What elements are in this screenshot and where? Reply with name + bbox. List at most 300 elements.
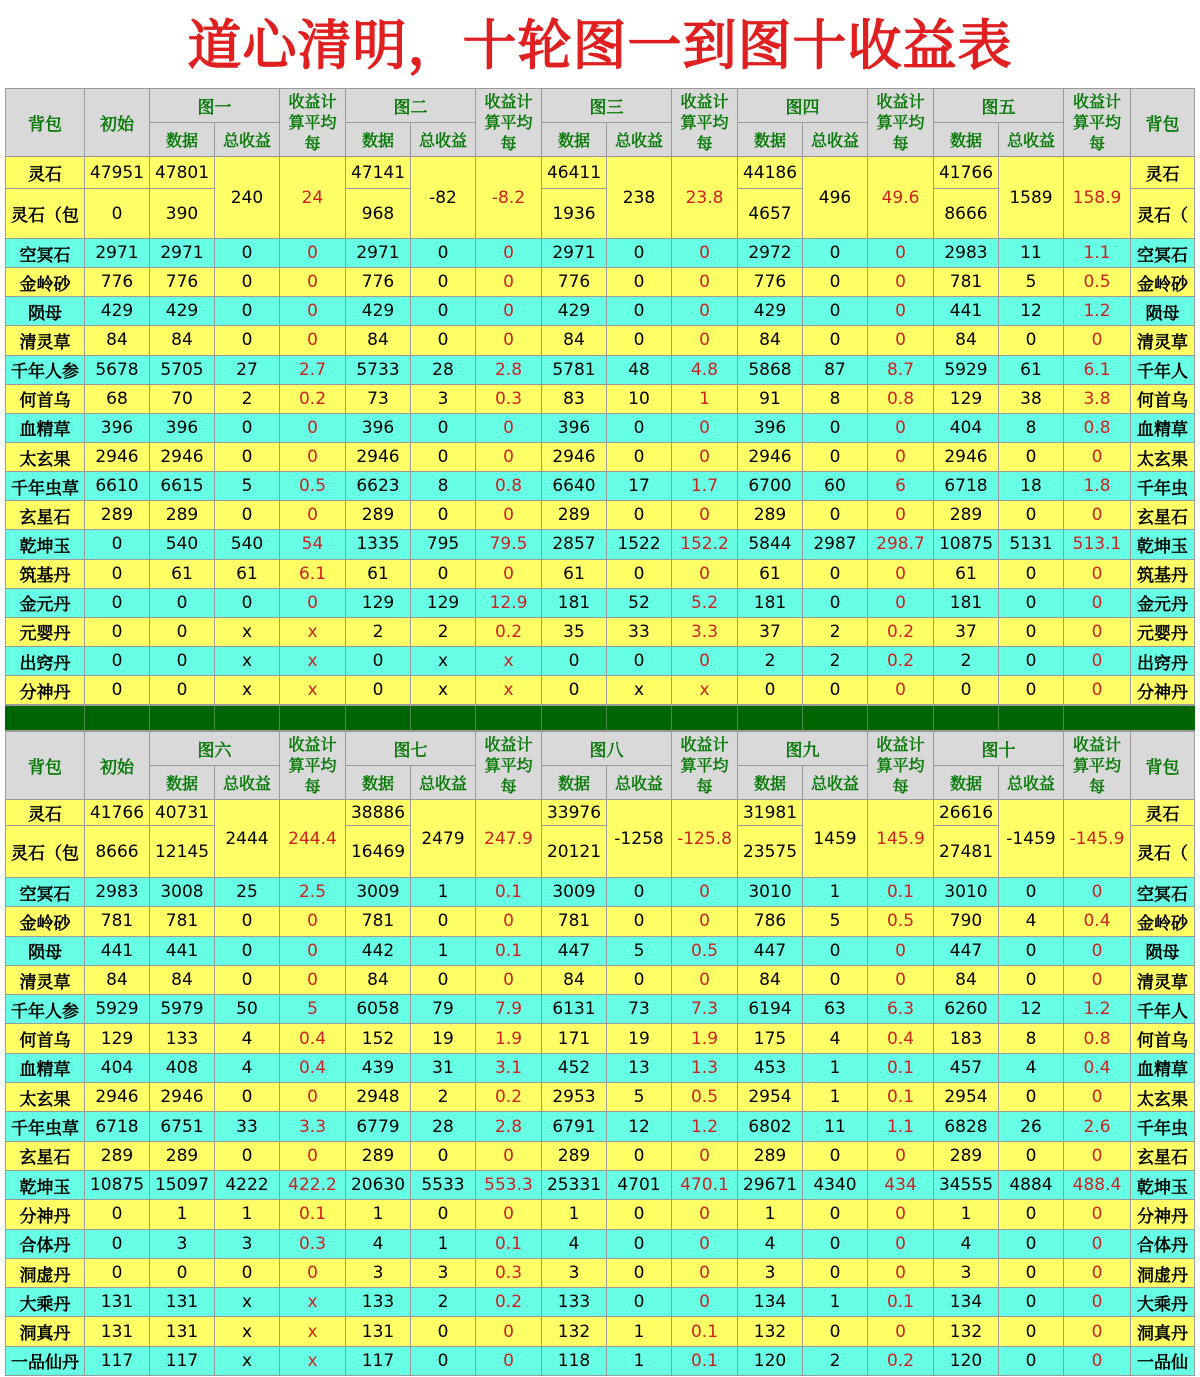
row-label: 陨母 [6,297,85,326]
map-data-value: 133 [542,1288,607,1317]
map-total-value: 4 [999,1053,1064,1082]
row-label: 洞真丹 [6,1317,85,1346]
map-total-value: 0 [607,326,672,355]
map-data-value: 171 [542,1024,607,1053]
map-data-value: 6615 [150,472,215,501]
map-total-value: 11 [803,1112,868,1141]
map-total-value: 5533 [411,1170,476,1199]
initial-value: 2946 [85,1083,150,1112]
map-total-value: -1459 [999,800,1064,878]
initial-value: 131 [85,1288,150,1317]
map-average-value: 0 [280,1083,346,1112]
map-total-value: 0 [999,1317,1064,1346]
row-label: 出窍丹 [6,646,85,675]
separator-grid-line [998,706,999,730]
map-average-value: 0 [868,1141,934,1170]
map-data-value: 289 [542,501,607,530]
map-data-value: 84 [542,965,607,994]
row-label-right: 陨母 [1131,297,1195,326]
map-data-value: 129 [934,384,999,413]
average-header-line: 收益计 [288,735,337,754]
map-average-value: 0.8 [1064,1024,1131,1053]
map-total-value: 0 [607,239,672,268]
map-data-value: 2 [346,617,411,646]
table-row [6,907,1195,936]
table-row [6,965,1195,994]
map-total-value: 0 [607,1229,672,1258]
map-average-value: 0.1 [868,1053,934,1082]
map-data-value: 129 [346,588,411,617]
map-data-value: 396 [738,413,803,442]
map-data-value: 781 [150,907,215,936]
map-data-value: 6828 [934,1112,999,1141]
initial-value: 2946 [85,442,150,471]
map-average-value: 0 [672,239,738,268]
row-label: 灵石（包 [6,189,85,239]
column-header-bag: 背包 [6,89,85,157]
map-total-value: 0 [411,297,476,326]
row-label: 千年虫草 [6,1112,85,1141]
column-header-initial: 初始 [85,732,150,800]
map-data-value: 429 [738,297,803,326]
map-data-value: 2 [934,646,999,675]
map-data-value: 2 [738,646,803,675]
map-total-value: 12 [999,995,1064,1024]
map-average-value: 1.2 [672,1112,738,1141]
map-total-value: 1 [215,1200,280,1229]
income-table-maps-6-10 [5,731,1195,1376]
map-total-value: 0 [999,878,1064,907]
map-total-value: 0 [411,268,476,297]
map-data-value: 3009 [542,878,607,907]
map-total-value: 240 [215,157,280,239]
map-data-value: 289 [346,501,411,530]
map-total-value: 1 [411,936,476,965]
map-average-value: 0 [868,676,934,705]
map-data-value: 2946 [150,442,215,471]
map-average-value: 0 [280,965,346,994]
row-label: 金岭砂 [6,907,85,936]
map-average-value: 0 [280,907,346,936]
column-header-average [476,89,542,157]
row-label-right: 洞真丹 [1131,1317,1195,1346]
map-data-value: 5781 [542,355,607,384]
separator-grid-line [933,706,934,730]
map-data-value: 5868 [738,355,803,384]
map-total-value: 87 [803,355,868,384]
map-total-value: 8 [411,472,476,501]
initial-value: 8666 [85,826,150,878]
map-data-value: 5705 [150,355,215,384]
map-data-value: 0 [150,1258,215,1287]
map-total-value: x [215,676,280,705]
row-label: 清灵草 [6,326,85,355]
map-data-value: 5733 [346,355,411,384]
map-average-value: 0 [868,297,934,326]
page-title: 道心清明，十轮图一到图十收益表 [187,14,1013,77]
column-header-map: 图八 [542,732,672,766]
map-average-value: x [476,676,542,705]
map-average-value: 0 [280,442,346,471]
column-header-data: 数据 [542,766,607,800]
map-average-value: 0 [868,239,934,268]
average-header-line: 收益计 [680,735,729,754]
map-total-value: 63 [803,995,868,1024]
map-total-value: 4701 [607,1170,672,1199]
initial-value: 5929 [85,995,150,1024]
map-data-value: 23575 [738,826,803,878]
map-average-value: 1.1 [868,1112,934,1141]
map-average-value: 6 [868,472,934,501]
map-data-value: 132 [934,1317,999,1346]
map-total-value: x [607,676,672,705]
map-total-value: 0 [411,413,476,442]
map-data-value: 84 [738,965,803,994]
map-data-value: 84 [934,965,999,994]
table-row [6,501,1195,530]
row-label: 金岭砂 [6,268,85,297]
map-total-value: 5 [607,1083,672,1112]
map-data-value: 289 [542,1141,607,1170]
map-average-value: 0 [476,413,542,442]
separator-grid-line [541,706,542,730]
map-average-value: x [476,646,542,675]
column-header-average [1064,89,1131,157]
map-total-value: 0 [607,297,672,326]
map-average-value: 0 [672,646,738,675]
row-label-right: 出窍丹 [1131,646,1195,675]
table-row [6,1024,1195,1053]
map-total-value: 26 [999,1112,1064,1141]
row-label: 乾坤玉 [6,530,85,559]
map-data-value: 175 [738,1024,803,1053]
map-average-value: 0.4 [1064,907,1131,936]
average-header-line: 算平均 [1072,756,1121,775]
row-label-right: 千年虫 [1131,1112,1195,1141]
map-total-value: 0 [411,442,476,471]
row-label-right: 空冥石 [1131,878,1195,907]
map-total-value: 0 [803,1229,868,1258]
map-total-value: 0 [999,1288,1064,1317]
map-total-value: 0 [607,501,672,530]
map-data-value: 396 [150,413,215,442]
table-row [6,1258,1195,1287]
column-header-map: 图四 [738,89,868,123]
map-data-value: 2946 [738,442,803,471]
map-data-value: 117 [150,1346,215,1375]
separator-grid-line [867,706,868,730]
row-label: 何首乌 [6,384,85,413]
row-label-right: 何首乌 [1131,1024,1195,1053]
map-average-value: 0.2 [868,646,934,675]
map-total-value: 1 [607,1346,672,1375]
map-data-value: 133 [346,1288,411,1317]
map-average-value: 0.1 [476,878,542,907]
map-data-value: 6779 [346,1112,411,1141]
map-data-value: 132 [738,1317,803,1346]
map-total-value: 0 [411,907,476,936]
column-header-data: 数据 [934,123,999,157]
map-data-value: 2971 [346,239,411,268]
row-label-right: 分神丹 [1131,676,1195,705]
map-total-value: 0 [999,646,1064,675]
initial-value: 6610 [85,472,150,501]
map-data-value: 404 [934,413,999,442]
map-total-value: 0 [803,413,868,442]
map-data-value: 84 [542,326,607,355]
map-data-value: 84 [150,326,215,355]
map-total-value: 0 [215,1083,280,1112]
map-total-value: 4 [215,1024,280,1053]
map-data-value: 16469 [346,826,411,878]
map-average-value: 0 [1064,1141,1131,1170]
map-average-value: 0 [868,326,934,355]
map-total-value: 1 [411,1229,476,1258]
map-data-value: 457 [934,1053,999,1082]
average-header-line: 算平均 [1072,113,1121,132]
table-row [6,617,1195,646]
map-total-value: 0 [411,1317,476,1346]
map-data-value: 6194 [738,995,803,1024]
separator-grid-line [1063,706,1064,730]
map-data-value: 183 [934,1024,999,1053]
map-average-value: 4.8 [672,355,738,384]
initial-value: 68 [85,384,150,413]
map-average-value: 0 [868,1229,934,1258]
map-average-value: 0 [1064,878,1131,907]
map-total-value: 0 [803,559,868,588]
map-data-value: 38886 [346,800,411,826]
average-header-line: 算平均 [288,113,337,132]
map-data-value: 3009 [346,878,411,907]
map-average-value: 0 [1064,1200,1131,1229]
map-total-value: 0 [803,936,868,965]
initial-value: 117 [85,1346,150,1375]
map-total-value: 129 [411,588,476,617]
row-label: 元婴丹 [6,617,85,646]
map-data-value: 289 [150,1141,215,1170]
map-average-value: 0 [868,1258,934,1287]
map-average-value: x [280,646,346,675]
column-header-data: 数据 [150,123,215,157]
map-data-value: 131 [150,1288,215,1317]
map-total-value: 0 [215,1258,280,1287]
map-average-value: 0 [868,1317,934,1346]
map-data-value: 120 [738,1346,803,1375]
map-total-value: 0 [215,442,280,471]
map-data-value: 5844 [738,530,803,559]
map-total-value: 38 [999,384,1064,413]
map-average-value: 0 [868,588,934,617]
row-label-right: 大乘丹 [1131,1288,1195,1317]
map-total-value: -1258 [607,800,672,878]
average-header-line: 收益计 [1072,92,1121,111]
map-data-value: 61 [150,559,215,588]
map-total-value: -82 [411,157,476,239]
map-data-value: 2946 [346,442,411,471]
map-average-value: 0 [476,559,542,588]
map-total-value: 0 [215,239,280,268]
map-data-value: 6260 [934,995,999,1024]
map-total-value: 33 [607,617,672,646]
map-total-value: 4222 [215,1170,280,1199]
map-average-value: 0 [476,1317,542,1346]
map-average-value: 2.8 [476,355,542,384]
initial-value: 2983 [85,878,150,907]
map-average-value: x [280,1288,346,1317]
map-data-value: 2946 [934,442,999,471]
average-header-line: 每 [304,134,321,153]
map-data-value: 441 [150,936,215,965]
map-total-value: 79 [411,995,476,1024]
map-average-value: 3.3 [672,617,738,646]
initial-value: 6718 [85,1112,150,1141]
column-header-map: 图五 [934,89,1064,123]
column-header-data: 数据 [934,766,999,800]
separator-grid-line [475,706,476,730]
row-label-right: 金岭砂 [1131,268,1195,297]
map-average-value: 0 [280,1141,346,1170]
separator-grid-line [671,706,672,730]
map-total-value: x [215,1317,280,1346]
map-data-value: 0 [542,676,607,705]
map-data-value: 6802 [738,1112,803,1141]
map-data-value: 540 [150,530,215,559]
map-data-value: 0 [150,676,215,705]
map-data-value: 3 [934,1258,999,1287]
table-row [6,1083,1195,1112]
map-total-value: 3 [215,1229,280,1258]
map-average-value: 0.4 [280,1024,346,1053]
column-header-bag: 背包 [6,732,85,800]
row-label-right: 玄星石 [1131,1141,1195,1170]
map-total-value: 31 [411,1053,476,1082]
separator-grid-line [737,706,738,730]
map-data-value: 4 [934,1229,999,1258]
map-data-value: 181 [542,588,607,617]
map-average-value: 0 [1064,501,1131,530]
map-average-value: 0.4 [280,1053,346,1082]
row-label: 千年人参 [6,995,85,1024]
map-data-value: 46411 [542,157,607,189]
map-total-value: 0 [215,413,280,442]
column-header-total: 总收益 [215,123,280,157]
map-average-value: 422.2 [280,1170,346,1199]
map-total-value: 8 [999,413,1064,442]
row-label: 血精草 [6,1053,85,1082]
map-total-value: 0 [607,442,672,471]
map-total-value: 2 [803,1346,868,1375]
table-row [6,676,1195,705]
map-average-value: 0 [672,1288,738,1317]
map-data-value: 1 [346,1200,411,1229]
map-data-value: 2983 [934,239,999,268]
row-label-right: 太玄果 [1131,442,1195,471]
initial-value: 429 [85,297,150,326]
map-average-value: 0.5 [280,472,346,501]
map-data-value: 20121 [542,826,607,878]
map-data-value: 0 [150,617,215,646]
row-label: 大乘丹 [6,1288,85,1317]
map-data-value: 776 [150,268,215,297]
row-label: 分神丹 [6,676,85,705]
column-header-average [476,732,542,800]
initial-value: 41766 [85,800,150,826]
table-row [6,1288,1195,1317]
map-average-value: 0 [672,413,738,442]
average-header-line: 算平均 [288,756,337,775]
table-row [6,1346,1195,1375]
map-data-value: 2946 [150,1083,215,1112]
row-label: 筑基丹 [6,559,85,588]
map-average-value: 0 [672,326,738,355]
map-data-value: 131 [346,1317,411,1346]
table-separator-bar [5,705,1195,731]
average-header-line: 收益计 [680,92,729,111]
table-row [6,472,1195,501]
separator-grid-line [802,706,803,730]
initial-value: 441 [85,936,150,965]
map-average-value: 0 [868,965,934,994]
initial-value: 0 [85,1200,150,1229]
average-header-line: 算平均 [876,756,925,775]
map-data-value: 12145 [150,826,215,878]
map-data-value: 47141 [346,157,411,189]
map-average-value: 5.2 [672,588,738,617]
map-total-value: 0 [607,413,672,442]
separator-grid-line [84,706,85,730]
map-total-value: 13 [607,1053,672,1082]
row-label: 乾坤玉 [6,1170,85,1199]
map-total-value: 0 [999,1083,1064,1112]
map-total-value: 0 [607,646,672,675]
map-total-value: 52 [607,588,672,617]
row-label-right: 清灵草 [1131,965,1195,994]
row-label-right: 灵石（ [1131,826,1195,878]
map-average-value: 0 [672,297,738,326]
column-header-bag-right: 背包 [1131,732,1195,800]
initial-value: 10875 [85,1170,150,1199]
column-header-total: 总收益 [215,766,280,800]
map-total-value: 238 [607,157,672,239]
map-total-value: 1589 [999,157,1064,239]
row-label: 陨母 [6,936,85,965]
map-average-value: 0.5 [1064,268,1131,297]
map-total-value: 2 [411,1288,476,1317]
map-average-value: 0.3 [280,1229,346,1258]
subheader-row [6,123,1195,157]
row-label-right: 千年人 [1131,995,1195,1024]
map-average-value: 0 [1064,1346,1131,1375]
map-average-value: 54 [280,530,346,559]
map-average-value: 0 [1064,965,1131,994]
map-total-value: x [215,646,280,675]
map-total-value: 2 [215,384,280,413]
map-average-value: 513.1 [1064,530,1131,559]
column-header-total: 总收益 [803,123,868,157]
map-average-value: 0 [672,501,738,530]
map-data-value: 396 [542,413,607,442]
map-average-value: 470.1 [672,1170,738,1199]
average-header-line: 每 [1088,134,1105,153]
map-total-value: 4 [999,907,1064,936]
average-header-line: 算平均 [876,113,925,132]
map-total-value: x [215,1288,280,1317]
initial-value: 0 [85,1258,150,1287]
map-total-value: 0 [999,588,1064,617]
map-data-value: 4 [346,1229,411,1258]
column-header-data: 数据 [346,766,411,800]
